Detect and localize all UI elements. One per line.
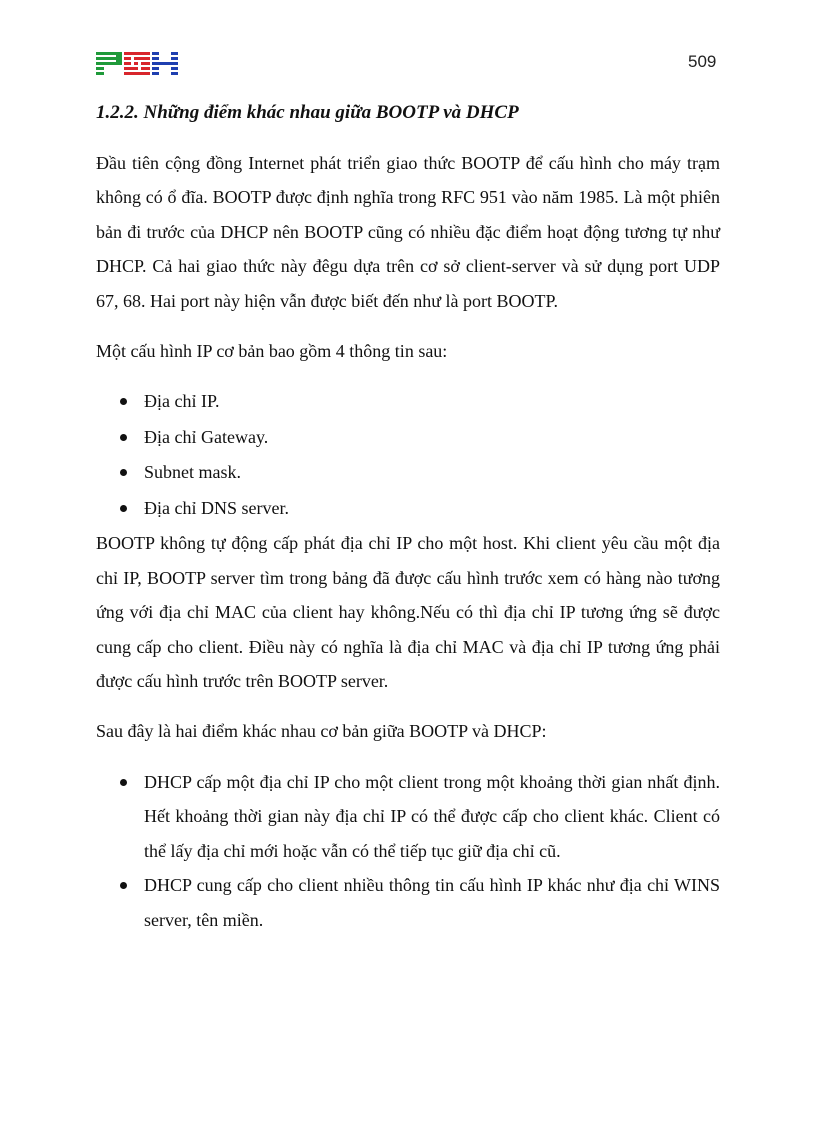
logo-letter-p [96, 52, 122, 75]
pnh-logo [96, 50, 178, 78]
list-item: Địa chỉ IP. [96, 384, 720, 420]
diff-lead-paragraph: Sau đây là hai điểm khác nhau cơ bản giữa BOOTP và DHCP: [96, 721, 547, 742]
list-item: Subnet mask. [96, 455, 720, 491]
logo-letter-h [152, 52, 178, 75]
page-content [96, 102, 720, 937]
config-lead-paragraph: Một cấu hình IP cơ bản bao gồm 4 thông tin sau: [96, 341, 448, 362]
list-item: DHCP cấp một địa chỉ IP cho một client trong một khoảng thời gian nhất định. Hết khoảng thời gian này địa chỉ IP có thể được cấp cho client khác. Client có thể lấy địa chỉ mới hoặc vẫn có thể tiếp tục giữ địa chỉ cũ. [96, 765, 720, 868]
config-list [96, 384, 720, 526]
bootp-description-paragraph: BOOTP không tự động cấp phát địa chỉ IP cho một host. Khi client yêu cầu một địa chỉ IP, BOOTP server tìm trong bảng đã được cấu hình trước xem có hàng nào tương ứng với địa chỉ MAC của client hay không.Nếu có thì địa chỉ IP tương ứng sẽ được cung cấp cho client. Điều này có nghĩa là địa chỉ MAC và địa chỉ IP tương ứng phải được cấu hình trước trên BOOTP server. [96, 533, 720, 692]
differences-list [96, 765, 720, 937]
list-item: Địa chỉ DNS server. [96, 491, 720, 527]
page-number: 509 [688, 52, 717, 71]
list-item: DHCP cung cấp cho client nhiều thông tin cấu hình IP khác như địa chỉ WINS server, tên miền. [96, 868, 720, 937]
section-title: 1.2.2. Những điểm khác nhau giữa BOOTP và DHCP [96, 102, 519, 123]
list-item: Địa chỉ Gateway. [96, 420, 720, 456]
logo-letter-n [124, 52, 150, 75]
intro-paragraph: Đầu tiên cộng đồng Internet phát triển giao thức BOOTP để cấu hình cho máy trạm không có ổ đĩa. BOOTP được định nghĩa trong RFC 951 vào năm 1985. Là một phiên bản đi trước của DHCP nên BOOTP cũng có nhiều đặc điểm hoạt động tương tự như DHCP. Cả hai giao thức này đêgu dựa trên cơ sở client-server và sử dụng port UDP 67, 68. Hai port này hiện vẫn được biết đến như là port BOOTP. [96, 153, 720, 311]
